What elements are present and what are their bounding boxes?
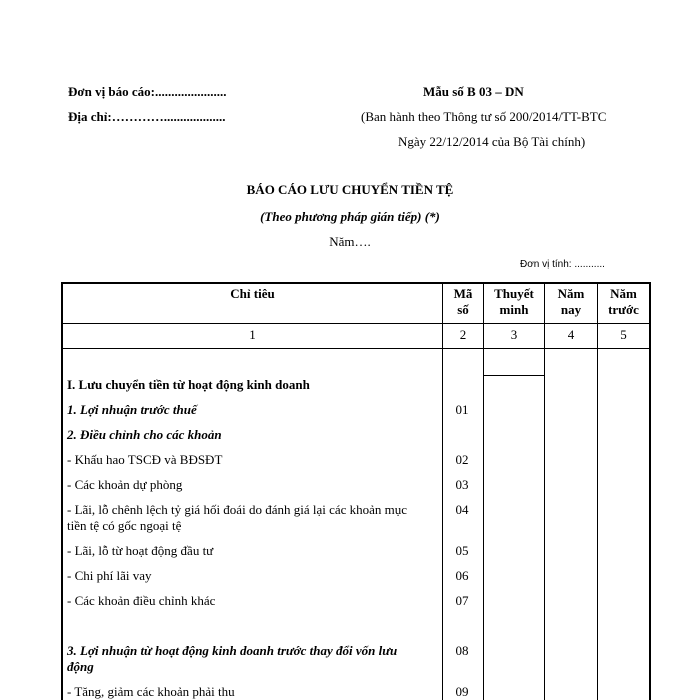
table-index-divider: [61, 348, 650, 349]
col-header-code-1: Mã: [453, 286, 473, 301]
report-title: BÁO CÁO LƯU CHUYỂN TIỀN TỆ: [246, 182, 454, 197]
row-code: 02: [455, 452, 469, 467]
row-fx-gain-loss: - Lãi, lỗ chênh lệch tỷ giá hối đoái do đánh giá lại các khoản mục: [67, 502, 408, 517]
col-index-3: 3: [510, 327, 518, 342]
row-code: 01: [455, 402, 469, 417]
table-header-divider: [61, 323, 650, 324]
row-fx-gain-loss-cont: tiền tệ có gốc ngoại tệ: [67, 518, 182, 533]
row-interest-expense: - Chi phí lãi vay: [67, 568, 152, 583]
row-code: 08: [455, 643, 469, 658]
row-code: 06: [455, 568, 469, 583]
row-code: 07: [455, 593, 469, 608]
col-header-note-1: Thuyết: [494, 286, 534, 301]
col-index-5: 5: [620, 327, 627, 342]
col-divider-4: [597, 282, 598, 700]
col-divider-3: [544, 282, 545, 700]
table-right-border: [649, 282, 651, 700]
col-header-last-year-2: trước: [608, 302, 639, 317]
row-provisions: - Các khoản dự phòng: [67, 477, 183, 492]
row-code: 05: [455, 543, 469, 558]
issued-date-note: Ngày 22/12/2014 của Bộ Tài chính): [398, 134, 586, 149]
col-header-this-year-1: Năm: [557, 286, 585, 301]
row-code: 09: [455, 684, 469, 699]
currency-unit: Đơn vị tính: ...........: [520, 259, 605, 270]
col-header-indicator: Chỉ tiêu: [230, 286, 275, 301]
col-index-4: 4: [567, 327, 575, 342]
row-operating-profit-before-wc: 3. Lợi nhuận từ hoạt động kinh doanh trước thay đổi vốn lưu: [67, 643, 398, 658]
row-other-adjustments: - Các khoản điều chỉnh khác: [67, 593, 216, 608]
col-header-last-year-1: Năm: [610, 286, 637, 301]
address-label: Địa chỉ:…………...................: [68, 109, 226, 124]
issued-by-note: (Ban hành theo Thông tư số 200/2014/TT-BTC: [361, 109, 607, 124]
col-divider-2: [483, 282, 484, 700]
report-year: Năm….: [329, 234, 371, 249]
reporting-unit-label: Đơn vị báo cáo:......................: [68, 84, 227, 99]
table-top-border: [61, 282, 650, 284]
row-adjustments: 2. Điều chỉnh cho các khoản: [67, 427, 222, 442]
row-operating-profit-before-wc-cont: động: [67, 659, 94, 674]
col-header-code-2: số: [457, 302, 469, 317]
form-number: Mẫu số B 03 – DN: [423, 84, 524, 99]
col-index-2: 2: [459, 327, 467, 342]
row-code: 04: [455, 502, 469, 517]
row-receivables-change: - Tăng, giảm các khoản phải thu: [67, 684, 235, 699]
table-explain-divider: [484, 375, 545, 376]
report-subtitle: (Theo phương pháp gián tiếp) (*): [260, 209, 440, 224]
row-profit-before-tax: 1. Lợi nhuận trước thuế: [67, 402, 197, 417]
col-index-1: 1: [249, 327, 256, 342]
row-investment-gain-loss: - Lãi, lỗ từ hoạt động đầu tư: [67, 543, 214, 558]
section-operating-activities: I. Lưu chuyển tiền từ hoạt động kinh doanh: [67, 377, 310, 392]
row-code: 03: [455, 477, 469, 492]
table-left-border: [61, 282, 63, 700]
col-header-note-2: minh: [499, 302, 529, 317]
row-depreciation: - Khấu hao TSCĐ và BĐSĐT: [67, 452, 223, 467]
col-header-this-year-2: nay: [560, 302, 582, 317]
